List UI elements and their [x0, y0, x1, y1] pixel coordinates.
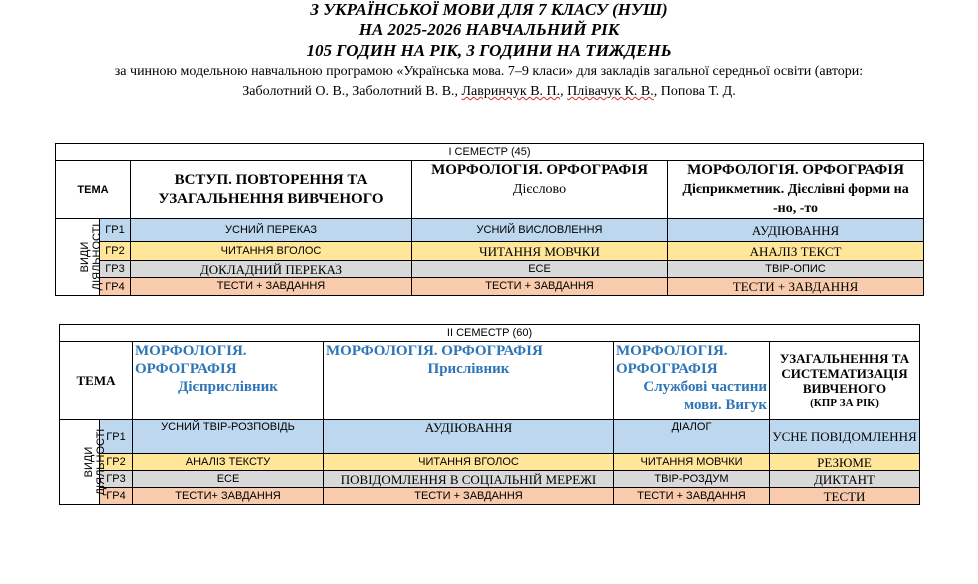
activity-cell: ЧИТАННЯ МОВЧКИ	[412, 242, 668, 261]
theme-title: ВСТУП. ПОВТОРЕННЯ ТА УЗАГАЛЬНЕННЯ ВИВЧЕНОГО	[158, 171, 384, 207]
activity-cell: ЧИТАННЯ ВГОЛОС	[131, 242, 412, 261]
theme-subtitle: Дієслово	[512, 182, 567, 197]
group-label: ГР2	[100, 454, 133, 471]
theme-header	[770, 342, 920, 420]
program-description: за чинною модельною навчальною програмою «Українська мова. 7–9 класи» для закладів загальної середньої освіти (автори:	[114, 64, 864, 79]
theme-header	[412, 161, 668, 219]
semester-2-title: ІІ СЕМЕСТР (60)	[60, 325, 920, 342]
activity-cell: ТЕСТИ+ ЗАВДАННЯ	[133, 488, 324, 505]
doc-title-line-1: З УКРАЇНСЬКОЇ МОВИ ДЛЯ 7 КЛАСУ (НУШ)	[310, 0, 668, 19]
activity-cell: ТЕСТИ	[770, 488, 920, 505]
theme-title: МОРФОЛОГІЯ. ОРФОГРАФІЯ	[135, 343, 247, 377]
activity-cell: ТЕСТИ + ЗАВДАННЯ	[614, 488, 770, 505]
activities-label	[56, 219, 103, 296]
activity-cell: ТЕСТИ + ЗАВДАННЯ	[668, 278, 924, 296]
activity-cell: ЧИТАННЯ МОВЧКИ	[614, 454, 770, 471]
group-label: ГР1	[100, 420, 133, 454]
tema-label: ТЕМА	[60, 342, 133, 420]
author: Заболотний В. В.	[352, 84, 455, 99]
group-label: ГР1	[100, 219, 131, 242]
author: Лавринчук В. П.	[461, 84, 561, 99]
activity-cell: ЧИТАННЯ ВГОЛОС	[324, 454, 614, 471]
activity-cell: УСНИЙ ТВІР-РОЗПОВІДЬ	[133, 420, 324, 454]
activity-cell: ТВІР-ОПИС	[668, 261, 924, 278]
activity-cell: АУДІЮВАННЯ	[668, 219, 924, 242]
activity-cell: ТЕСТИ + ЗАВДАННЯ	[324, 488, 614, 505]
theme-title: МОРФОЛОГІЯ. ОРФОГРАФІЯ	[431, 162, 648, 178]
activity-cell: ПОВІДОМЛЕННЯ В СОЦІАЛЬНІЙ МЕРЕЖІ	[324, 471, 614, 488]
theme-header	[668, 161, 924, 219]
theme-header	[131, 161, 412, 219]
activities-label-text: ВИДИ ДІЯЛЬНОСТІ	[79, 223, 103, 291]
activity-cell: АНАЛІЗ ТЕКСТ	[668, 242, 924, 261]
semester-2-table	[59, 324, 920, 505]
theme-title: УЗАГАЛЬНЕННЯ ТА СИСТЕМАТИЗАЦІЯ ВИВЧЕНОГО	[779, 350, 910, 396]
theme-subtitle: Дієприкметник. Дієслівні форми на -но, -то	[682, 182, 909, 216]
theme-header	[614, 342, 770, 420]
theme-header	[324, 342, 614, 420]
activity-cell: ДОКЛАДНИЙ ПЕРЕКАЗ	[131, 261, 412, 278]
activity-cell: ТЕСТИ + ЗАВДАННЯ	[131, 278, 412, 296]
activity-cell: УСНИЙ ВИСЛОВЛЕННЯ	[412, 219, 668, 242]
activity-cell: АУДІЮВАННЯ	[324, 420, 614, 454]
authors-line: Заболотний О. В., Заболотний В. В., Лавринчук В. П., Плівачук К. В., Попова Т. Д.	[242, 84, 736, 99]
activity-cell: ТЕСТИ + ЗАВДАННЯ	[412, 278, 668, 296]
doc-title-line-3: 105 ГОДИН НА РІК, 3 ГОДИНИ НА ТИЖДЕНЬ	[306, 41, 672, 60]
author: Попова Т. Д.	[660, 84, 736, 99]
theme-title: МОРФОЛОГІЯ. ОРФОГРАФІЯ	[687, 162, 904, 178]
group-label: ГР4	[100, 488, 133, 505]
activities-label	[60, 420, 107, 505]
activity-cell: РЕЗЮМЕ	[770, 454, 920, 471]
activity-cell: ДІАЛОГ	[614, 420, 770, 454]
doc-title-line-2: НА 2025-2026 НАВЧАЛЬНИЙ РІК	[358, 20, 620, 39]
group-label: ГР4	[100, 278, 131, 296]
semester-1-title: І СЕМЕСТР (45)	[56, 144, 924, 161]
theme-title: МОРФОЛОГІЯ. ОРФОГРАФІЯ	[326, 343, 543, 359]
semester-1-table	[55, 143, 924, 296]
theme-subtitle: Прислівник	[427, 361, 510, 377]
theme-subtitle: Дієприслівник	[178, 379, 278, 395]
group-label: ГР2	[100, 242, 131, 261]
author: Плівачук К. В.	[567, 84, 654, 99]
tema-label: ТЕМА	[56, 161, 131, 219]
group-label: ГР3	[100, 471, 133, 488]
theme-subtitle: Службові частини мови. Вигук	[643, 379, 767, 413]
activities-label-text: ВИДИ ДІЯЛЬНОСТІ	[83, 428, 107, 496]
activity-cell: ЕСЕ	[412, 261, 668, 278]
theme-subtitle: (КПР ЗА РІК)	[810, 396, 879, 409]
activity-cell: ЕСЕ	[133, 471, 324, 488]
activity-cell: УСНЕ ПОВІДОМЛЕННЯ	[770, 420, 920, 454]
activity-cell: АНАЛІЗ ТЕКСТУ	[133, 454, 324, 471]
theme-title: МОРФОЛОГІЯ. ОРФОГРАФІЯ	[616, 343, 728, 377]
activity-cell: УСНИЙ ПЕРЕКАЗ	[131, 219, 412, 242]
author: Заболотний О. В.	[242, 84, 346, 99]
theme-header	[133, 342, 324, 420]
activity-cell: ТВІР-РОЗДУМ	[614, 471, 770, 488]
activity-cell: ДИКТАНТ	[770, 471, 920, 488]
group-label: ГР3	[100, 261, 131, 278]
